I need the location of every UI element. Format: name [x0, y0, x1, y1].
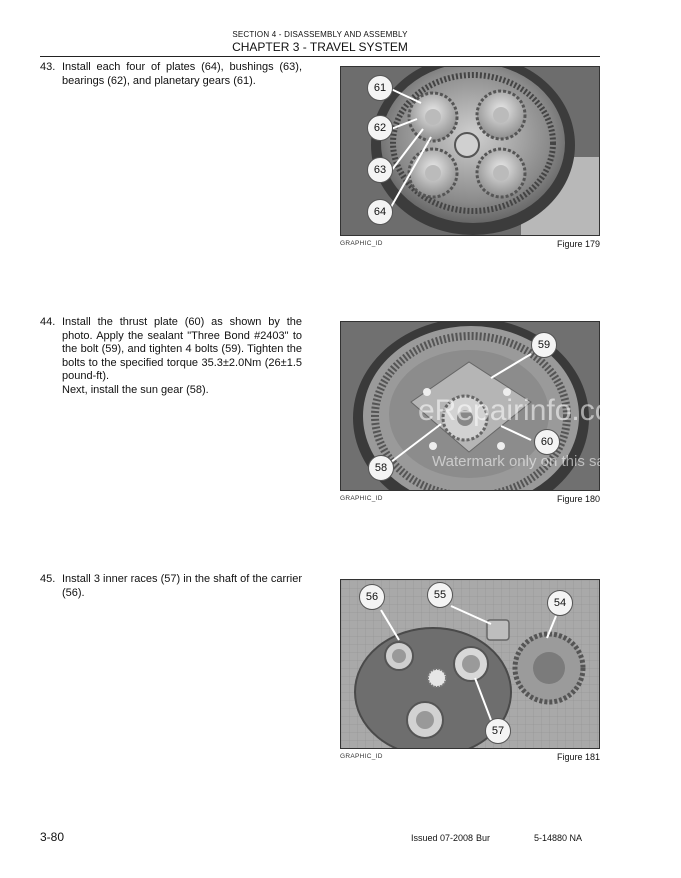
figure-180-caption: Figure 180 [556, 494, 600, 504]
callout-56: 56 [359, 584, 385, 610]
header-rule [40, 56, 600, 57]
callout-59: 59 [531, 332, 557, 358]
step-43 [40, 61, 302, 88]
step-text: Install the thrust plate (60) as shown by the photo. Apply the sealant "Three Bond #2403" to the bolt (59), and tighten 4 bolts (59). Tighten the bolts to the specified torque 35.3±2.0Nm (26±1.5 pound-ft). [62, 316, 302, 382]
graphic-id-179: GRAPHIC_ID [340, 240, 383, 247]
language-code: Bur [476, 833, 491, 843]
callout-58: 58 [368, 455, 394, 481]
graphic-id-181: GRAPHIC_ID [340, 753, 383, 760]
step-text: Install each four of plates (64), bushings (63), bearings (62), and planetary gears (61). [62, 61, 302, 87]
figure-179-caption: Figure 179 [556, 239, 600, 249]
issued-date: Issued 07-2008 [411, 833, 474, 843]
page-header [40, 30, 600, 54]
step-44 [40, 316, 302, 397]
callout-57: 57 [485, 718, 511, 744]
watermark-note: Watermark only on this sample [432, 453, 638, 470]
callout-60: 60 [534, 429, 560, 455]
page-number: 3-80 [40, 830, 65, 844]
callout-61: 61 [367, 75, 393, 101]
callout-55: 55 [427, 582, 453, 608]
step-number: 43. [40, 61, 56, 73]
step-text-next: Next, install the sun gear (58). [62, 383, 209, 396]
callout-63: 63 [367, 157, 393, 183]
chapter-title: CHAPTER 3 - TRAVEL SYSTEM [232, 40, 408, 54]
callout-54: 54 [547, 590, 573, 616]
watermark-site: eRepairinfo.com [418, 394, 637, 427]
document-number: 5-14880 NA [534, 833, 583, 843]
graphic-id-180: GRAPHIC_ID [340, 495, 383, 502]
step-45 [40, 573, 302, 600]
step-text: Install 3 inner races (57) in the shaft of the carrier (56). [62, 573, 302, 599]
callout-64: 64 [367, 199, 393, 225]
figure-181-caption: Figure 181 [556, 752, 600, 762]
callout-62: 62 [367, 115, 393, 141]
step-number: 45. [40, 573, 56, 585]
step-number: 44. [40, 316, 56, 328]
section-title: SECTION 4 - DISASSEMBLY AND ASSEMBLY [232, 30, 408, 39]
